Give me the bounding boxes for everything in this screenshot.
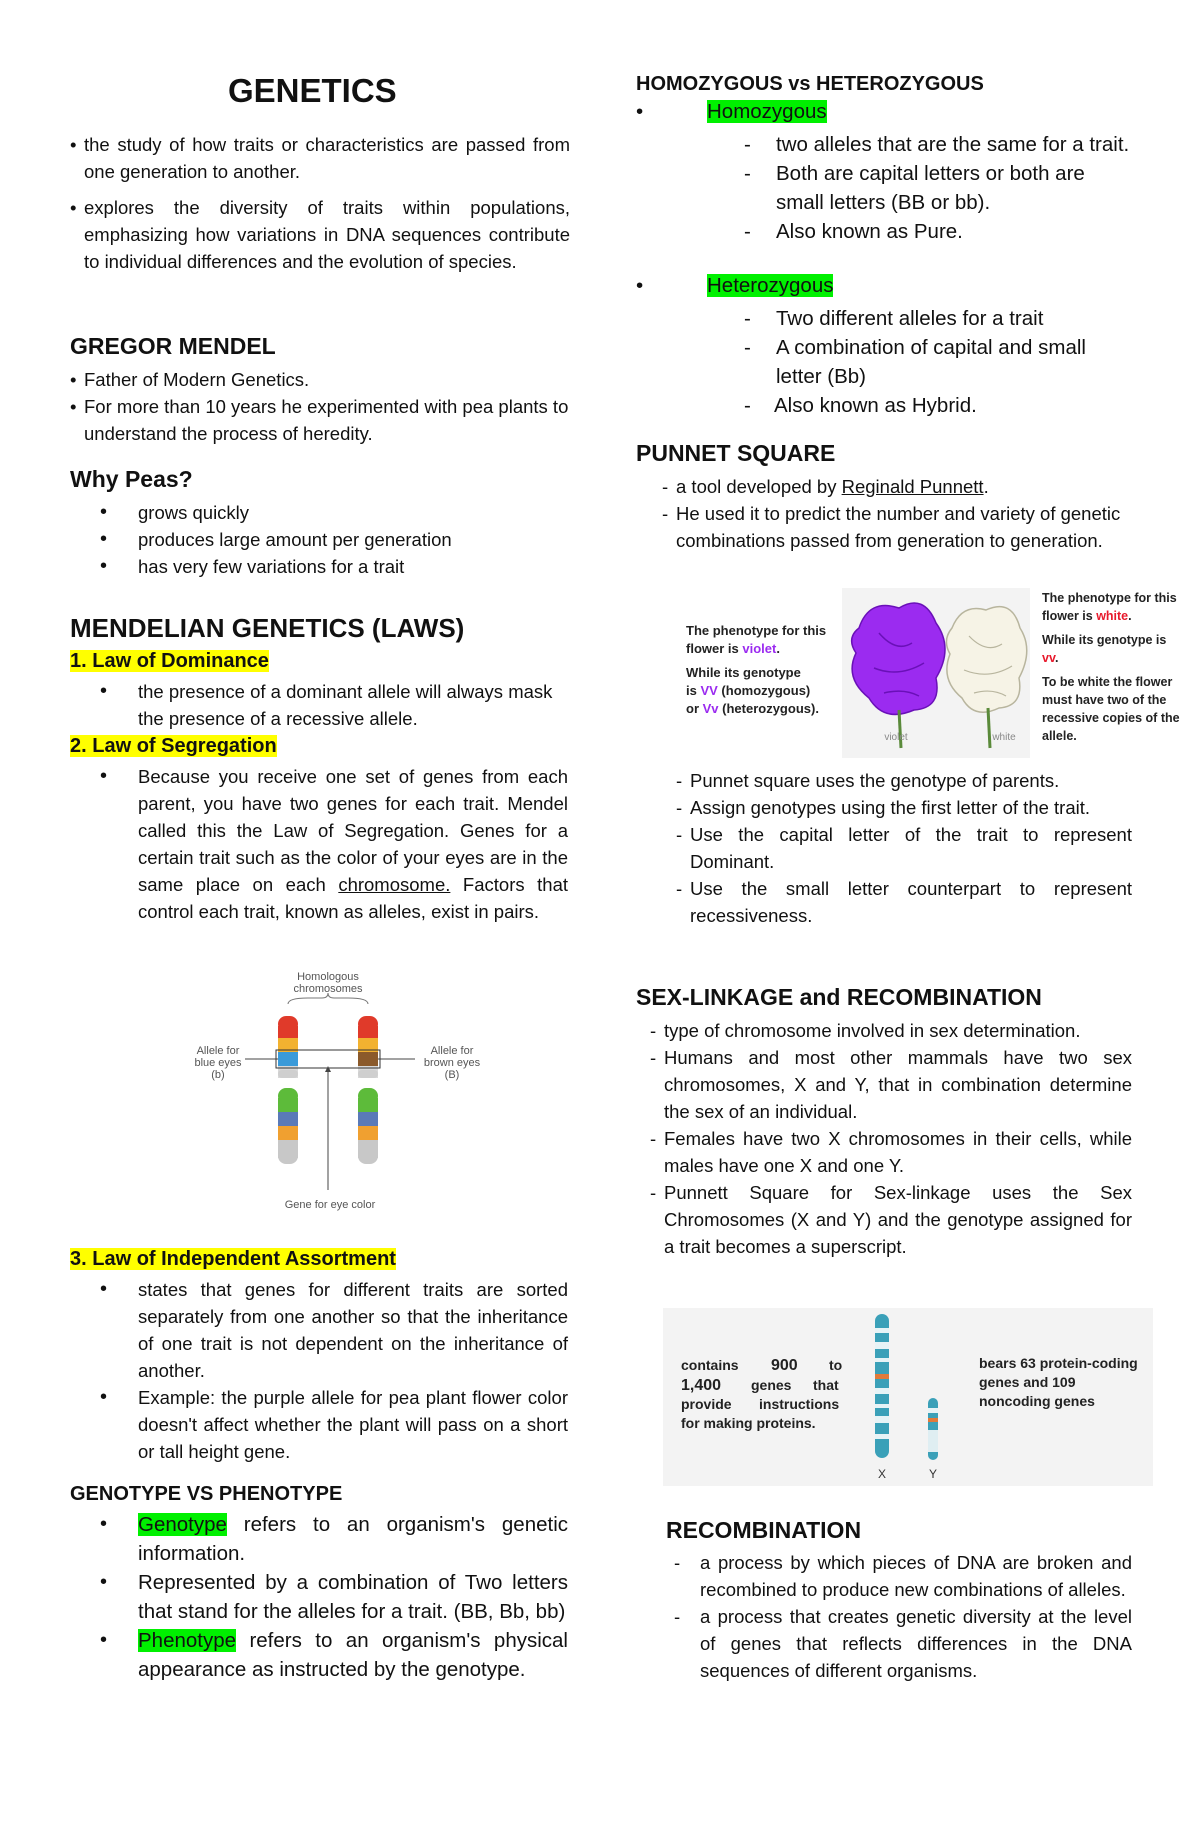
genotype-heading: GENOTYPE VS PHENOTYPE xyxy=(70,1483,343,1505)
mendel-heading: GREGOR MENDEL xyxy=(70,333,276,359)
figure-text: is VV (homozygous) xyxy=(686,683,811,698)
zygous-heading: HOMOZYGOUS vs HETEROZYGOUS xyxy=(636,73,984,95)
figure-text: recessive copies of the xyxy=(1042,711,1180,725)
list-item: - Use the small letter counterpart to represent recessiveness. xyxy=(674,875,1132,929)
list-item: - a process by which pieces of DNA are broken and recombined to produce new combinations of alleles. xyxy=(672,1549,1132,1603)
figure-text: noncoding genes xyxy=(979,1393,1095,1409)
list-item: - Also known as Pure. xyxy=(636,217,1136,246)
figure-text: to xyxy=(829,1357,843,1373)
figure-label: X xyxy=(877,1467,887,1481)
figure-text: genes xyxy=(751,1377,792,1393)
figure-text: flower is violet. xyxy=(686,641,780,656)
list-item: • produces large amount per generation xyxy=(68,526,568,553)
figure-text: 900 xyxy=(771,1357,798,1374)
list-item: - a tool developed by Reginald Punnett. xyxy=(660,473,1136,500)
list-item: - Two different alleles for a trait xyxy=(636,304,1136,333)
list-item: • grows quickly xyxy=(68,499,568,526)
law-independent-heading: 3. Law of Independent Assortment xyxy=(70,1248,396,1270)
figure-text: contains xyxy=(681,1357,739,1373)
figure-text: 1,400 xyxy=(681,1377,722,1394)
chromosome-right xyxy=(358,1016,378,1164)
figure-label: Allele for xyxy=(430,1045,474,1057)
list-item: - Use the capital letter of the trait to represent Dominant. xyxy=(674,821,1132,875)
x-chromosome xyxy=(875,1314,889,1458)
sex-chromosomes-figure xyxy=(663,1308,1153,1486)
figure-label: (b) xyxy=(211,1069,225,1081)
figure-text: instructions xyxy=(759,1396,840,1412)
bullet: • xyxy=(636,100,644,123)
mendel-list xyxy=(70,366,570,447)
list-item: - Punnet square uses the genotype of parents. xyxy=(674,767,1132,794)
figure-label: (B) xyxy=(444,1069,460,1081)
segregation-list xyxy=(68,763,568,925)
recombination-heading: RECOMBINATION xyxy=(666,1517,862,1543)
list-item: • Genotype refers to an organism's genetic information. xyxy=(68,1510,568,1568)
list-item: - A combination of capital and small letter (Bb) xyxy=(636,333,1136,391)
figure-label: blue eyes xyxy=(194,1057,242,1069)
y-chromosome xyxy=(928,1398,938,1460)
figure-text: To be white the flower xyxy=(1042,675,1173,689)
flower-phenotype-figure xyxy=(674,588,1184,758)
figure-text: for making proteins. xyxy=(681,1415,816,1431)
list-item: • has very few variations for a trait xyxy=(68,553,568,580)
page-title: GENETICS xyxy=(228,72,397,109)
law-dominance-heading: 1. Law of Dominance xyxy=(70,650,269,672)
list-item: • Father of Modern Genetics. xyxy=(70,366,570,393)
figure-label: Y xyxy=(928,1467,938,1481)
punnet-list xyxy=(660,473,1136,554)
list-item: • Phenotype refers to an organism's physical appearance as instructed by the genotype. xyxy=(68,1626,568,1684)
heterozygous-list xyxy=(636,304,1136,420)
figure-text: genes and 109 xyxy=(979,1374,1076,1390)
law-segregation-heading: 2. Law of Segregation xyxy=(70,735,277,757)
homozygous-item: • Homozygous xyxy=(636,100,827,123)
list-item: - Both are capital letters or both are small letters (BB or bb). xyxy=(636,159,1136,217)
list-item: • For more than 10 years he experimented with pea plants to understand the process of heredity. xyxy=(70,393,570,447)
genetics-list xyxy=(70,131,570,275)
list-item: - Punnett Square for Sex-linkage uses the Sex Chromosomes (X and Y) and the genotype assigned for a trait becomes a superscript. xyxy=(648,1179,1132,1260)
list-item: • the presence of a dominant allele will always mask the presence of a recessive allele. xyxy=(68,678,568,732)
list-item: - Assign genotypes using the first letter of the trait. xyxy=(674,794,1132,821)
figure-text: vv. xyxy=(1042,651,1059,665)
list-item: - a process that creates genetic diversity at the level of genes that reflects differences in the DNA sequences of different organisms. xyxy=(672,1603,1132,1684)
list-item: - Also known as Hybrid. xyxy=(636,391,1136,420)
list-item: • Example: the purple allele for pea plant flower color doesn't affect whether the plant will pass on a short or tall height gene. xyxy=(68,1384,568,1465)
list-item: - two alleles that are the same for a trait. xyxy=(636,130,1136,159)
list-item: - He used it to predict the number and variety of genetic combinations passed from generation to generation. xyxy=(660,500,1136,554)
bullet: • xyxy=(636,274,644,297)
genotype-list xyxy=(68,1510,568,1684)
list-item: • Because you receive one set of genes from each parent, you have two genes for each trait. Mendel called this the Law of Segregation. Genes for a certain trait such as the color of your eyes are in the same place on each chromosome. Factors that control each trait, known as alleles, exist in pairs. xyxy=(68,763,568,925)
figure-label: Homologous xyxy=(297,971,359,983)
figure-caption: violet xyxy=(884,732,908,743)
figure-text: must have two of the xyxy=(1042,693,1167,707)
figure-text: While its genotype xyxy=(686,665,801,680)
list-item: - Humans and most other mammals have two sex chromosomes, X and Y, that in combination determine the sex of an individual. xyxy=(648,1044,1132,1125)
figure-label: brown eyes xyxy=(423,1057,481,1069)
figure-label: Gene for eye color xyxy=(284,1199,376,1211)
figure-text: provide xyxy=(681,1396,732,1412)
figure-caption: white xyxy=(992,732,1016,743)
punnet-points xyxy=(674,767,1132,929)
figure-label: Allele for xyxy=(196,1045,240,1057)
figure-text: bears 63 protein-coding xyxy=(979,1355,1138,1371)
homologous-chromosomes-figure xyxy=(190,968,500,1218)
recombination-list xyxy=(672,1549,1132,1684)
peas-list xyxy=(68,499,568,580)
list-item: - type of chromosome involved in sex determination. xyxy=(648,1017,1132,1044)
sex-linkage-heading: SEX-LINKAGE and RECOMBINATION xyxy=(636,984,1042,1010)
punnett-name: Reginald Punnett xyxy=(841,476,984,497)
figure-text: The phenotype for this xyxy=(686,623,827,638)
sex-linkage-list xyxy=(648,1017,1132,1260)
figure-text: allele. xyxy=(1042,729,1077,743)
figure-text: that xyxy=(813,1377,839,1393)
homozygous-list xyxy=(636,130,1136,246)
figure-text: The phenotype for this xyxy=(1042,591,1177,605)
figure-text: flower is white. xyxy=(1042,609,1132,623)
list-item: • states that genes for different traits are sorted separately from one another so that the inheritance of one trait is not dependent on the inheritance of another. xyxy=(68,1276,568,1384)
dominance-list xyxy=(68,678,568,732)
list-item: • Represented by a combination of Two letters that stand for the alleles for a trait. (BB, Bb, bb) xyxy=(68,1568,568,1626)
heterozygous-item: • Heterozygous xyxy=(636,274,834,297)
figure-text: While its genotype is xyxy=(1042,633,1167,647)
list-item: - Females have two X chromosomes in their cells, while males have one X and one Y. xyxy=(648,1125,1132,1179)
list-item: • the study of how traits or characteristics are passed from one generation to another. xyxy=(70,131,570,185)
peas-heading: Why Peas? xyxy=(70,466,193,492)
figure-label: chromosomes xyxy=(293,983,363,995)
independent-list xyxy=(68,1276,568,1465)
chromosome-left xyxy=(278,1016,298,1164)
chromosome-link: chromosome. xyxy=(338,874,451,895)
laws-heading: MENDELIAN GENETICS (LAWS) xyxy=(70,613,465,643)
punnet-heading: PUNNET SQUARE xyxy=(636,440,836,466)
figure-text: or Vv (heterozygous). xyxy=(686,701,819,716)
list-item: • explores the diversity of traits within populations, emphasizing how variations in DNA sequences contribute to individual differences and the evolution of species. xyxy=(70,194,570,275)
